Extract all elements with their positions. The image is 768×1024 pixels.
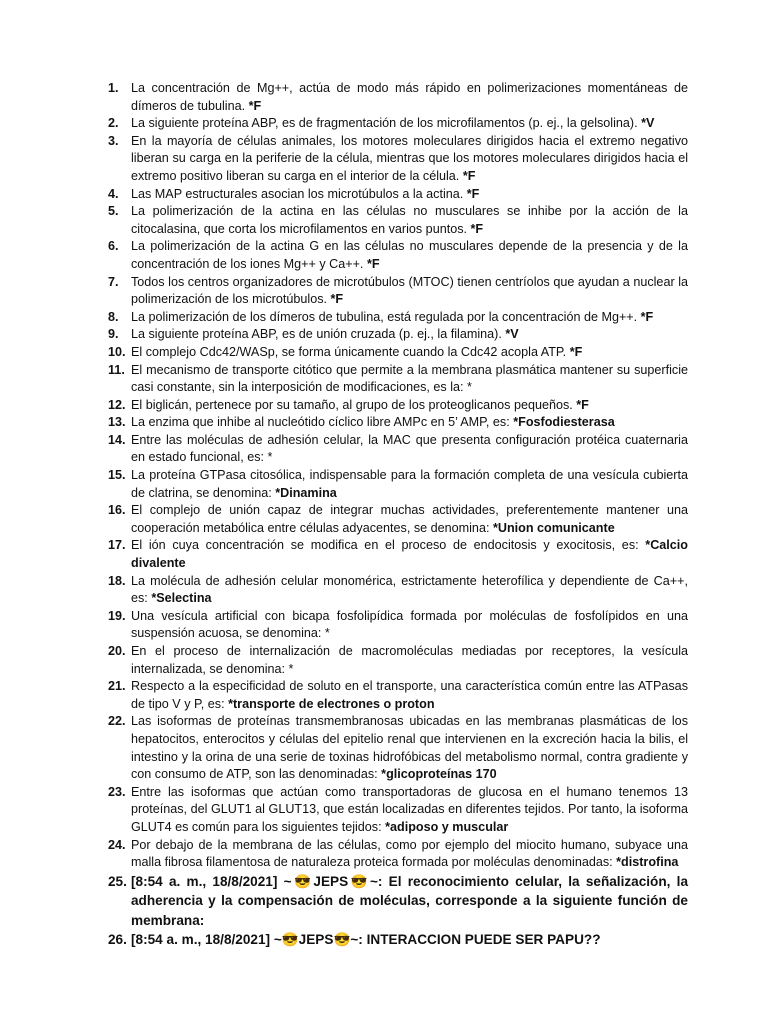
item-answer: *F: [470, 221, 484, 236]
list-item: [96, 309, 688, 327]
item-answer: *Union comunicante: [492, 520, 615, 535]
item-answer: *F: [576, 397, 589, 412]
item-text: El complejo Cdc42/WASp, se forma únicamente cuando la Cdc42 acopla ATP.: [131, 344, 570, 359]
list-item: [96, 467, 688, 502]
item-text: La enzima que inhibe al nucleótido cíclico libre AMPc en 5’ AMP, es:: [131, 415, 514, 430]
list-item: [96, 837, 688, 872]
item-text: [8:54 a. m., 18/8/2021] ~😎JEPS😎~: El reconocimiento celular, la señalización, la adherencia y la compensación de moléculas, corresponde a la siguiente función de membrana:: [131, 873, 688, 928]
item-number: 14.: [108, 432, 126, 447]
item-number: 25.: [108, 873, 127, 889]
item-text: Una vesícula artificial con bicapa fosfolipídica formada por moléculas de fosfolípidos en una suspensión acuosa, se denomina: *: [131, 608, 688, 641]
item-number: 17.: [108, 538, 126, 553]
item-text: Respecto a la especificidad de soluto en el transporte, una característica común entre las ATPasas de tipo V y P, es:: [131, 679, 688, 711]
item-text: La proteína GTPasa citosólica, indispensable para la formación completa de una vesícula cubierta de clatrina, se denomina:: [131, 468, 688, 500]
document-page: [96, 80, 688, 950]
list-item: [96, 537, 688, 572]
list-item: [96, 362, 688, 397]
item-text: El ión cuya concentración se modifica en el proceso de endocitosis y exocitosis, es:: [131, 538, 646, 553]
item-text: Por debajo de la membrana de las células, como por ejemplo del miocito humano, subyace una malla fibrosa filamentosa de naturaleza proteica formada por moléculas denominadas:: [131, 837, 688, 870]
list-item: [96, 326, 688, 344]
item-text: La polimerización de los dímeros de tubulina, está regulada por la concentración de Mg++.: [131, 309, 641, 324]
item-text: Todos los centros organizadores de microtúbulos (MTOC) tienen centríolos que ayudan a nuclear la polimerización de los microtúbulos.: [131, 274, 688, 307]
item-answer: *F: [569, 344, 583, 359]
item-number: 12.: [108, 397, 126, 412]
item-text: En la mayoría de células animales, los motores moleculares dirigidos hacia el extremo negativo liberan su carga en la periferie de la célula, mientras que los motores moleculares dirigidos hacia el extremo positivo liberan su carga en el interior de la célula.: [131, 133, 688, 183]
list-item: [96, 432, 688, 467]
item-number: 1.: [108, 81, 119, 95]
list-item: [96, 678, 688, 713]
item-text: El mecanismo de transporte citótico que permite a la membrana plasmática mantener su superficie casi constante, sin la interposición de modificaciones, es la: *: [131, 362, 688, 395]
item-answer: *glicoproteínas 170: [381, 767, 497, 782]
list-item: [96, 573, 688, 608]
item-text: El biglicán, pertenece por su tamaño, al grupo de los proteoglicanos pequeños.: [131, 397, 577, 412]
list-item: [96, 784, 688, 837]
item-number: 21.: [108, 679, 126, 694]
item-text: En el proceso de internalización de macromoléculas mediadas por receptores, la vesícula internalizada, se denomina: *: [131, 644, 688, 676]
list-item: [96, 414, 688, 432]
item-text: Entre las isoformas que actúan como transportadoras de glucosa en el humano tenemos 13 proteínas, del GLUT1 al GLUT13, que están localizadas en diferentes tejidos. Por tanto, la isoforma GLUT4 es común para los siguientes tejidos:: [131, 784, 688, 834]
list-item: [96, 80, 688, 115]
item-number: 24.: [108, 837, 126, 852]
item-answer: *F: [330, 292, 344, 307]
item-number: 5.: [108, 204, 119, 219]
item-text: Entre las moléculas de adhesión celular, la MAC que presenta configuración protéica cuaternaria en estado funcional, es: *: [131, 432, 688, 465]
item-answer: *Selectina: [151, 591, 212, 606]
item-number: 22.: [108, 714, 126, 729]
item-number: 2.: [108, 116, 119, 131]
list-item: [96, 397, 688, 415]
list-item-chat: [96, 930, 688, 950]
item-number: 11.: [108, 362, 125, 377]
item-number: 9.: [108, 327, 119, 342]
list-item: [96, 186, 688, 204]
list-item: [96, 608, 688, 643]
item-answer: *transporte de electrones o proton: [228, 696, 435, 711]
item-answer: *F: [466, 186, 480, 201]
item-number: 20.: [108, 644, 126, 658]
list-item: [96, 133, 688, 186]
item-answer: *Fosfodiesterasa: [513, 415, 615, 430]
item-text: Las isoformas de proteínas transmembranosas ubicadas en las membranas plasmáticas de los hepatocitos, enterocitos y células del epitelio renal que intervienen en la excreción hacia la bilis, el intestino y la orina de una serie de toxinas hidrofóbicas del metabolismo normal, contra gradiente y con consumo de ATP, son las denominadas:: [131, 714, 688, 782]
item-number: 18.: [108, 573, 126, 588]
item-number: 15.: [108, 468, 126, 483]
list-item: [96, 344, 688, 362]
item-answer: *F: [462, 168, 476, 183]
list-item: [96, 115, 688, 133]
list-item: [96, 203, 688, 238]
question-list: [96, 80, 688, 950]
item-number: 6.: [108, 239, 119, 254]
item-answer: *adiposo y muscular: [385, 819, 509, 834]
item-text: [8:54 a. m., 18/8/2021] ~😎JEPS😎~: INTERACCION PUEDE SER PAPU??: [131, 932, 601, 948]
item-answer: *Dinamina: [275, 485, 337, 500]
list-item-chat: [96, 872, 688, 931]
item-text: La polimerización de la actina G en las células no musculares depende de la presencia y de la concentración de los iones Mg++ y Ca++.: [131, 239, 688, 271]
item-number: 13.: [108, 415, 126, 430]
item-text: La molécula de adhesión celular monomérica, estrictamente heterofílica y dependiente de Ca++, es:: [131, 573, 688, 606]
item-text: La concentración de Mg++, actúa de modo más rápido en polimerizaciones momentáneas de dímeros de tubulina.: [131, 81, 688, 113]
item-text: La siguiente proteína ABP, es de unión cruzada (p. ej., la filamina).: [131, 327, 506, 342]
list-item: [96, 643, 688, 678]
item-text: La polimerización de la actina en las células no musculares se inhibe por la acción de la citocalasina, que corta los microfilamentos en varios puntos.: [131, 204, 688, 236]
list-item: [96, 274, 688, 309]
item-text: Las MAP estructurales asocian los microtúbulos a la actina.: [131, 186, 467, 201]
item-answer: *distrofina: [616, 855, 679, 870]
item-number: 26.: [108, 932, 127, 948]
item-text: El complejo de unión capaz de integrar muchas actividades, preferentemente mantener una cooperación metabólica entre células adyacentes, se denomina:: [131, 503, 688, 535]
item-answer: *F: [640, 309, 654, 324]
item-number: 16.: [108, 503, 126, 518]
item-number: 8.: [108, 309, 119, 324]
item-answer: *Calcio divalente: [131, 538, 688, 571]
list-item: [96, 713, 688, 783]
item-answer: *F: [248, 98, 262, 113]
item-number: 7.: [108, 274, 119, 289]
item-answer: *V: [505, 327, 519, 342]
list-item: [96, 502, 688, 537]
item-text: La siguiente proteína ABP, es de fragmentación de los microfilamentos (p. ej., la gelsolina).: [131, 116, 642, 131]
item-answer: *F: [366, 256, 380, 271]
item-number: 19.: [108, 608, 126, 623]
item-answer: *V: [641, 116, 655, 131]
list-item: [96, 238, 688, 273]
item-number: 3.: [108, 133, 119, 148]
item-number: 23.: [108, 784, 126, 799]
item-number: 10.: [108, 344, 126, 359]
item-number: 4.: [108, 186, 119, 201]
